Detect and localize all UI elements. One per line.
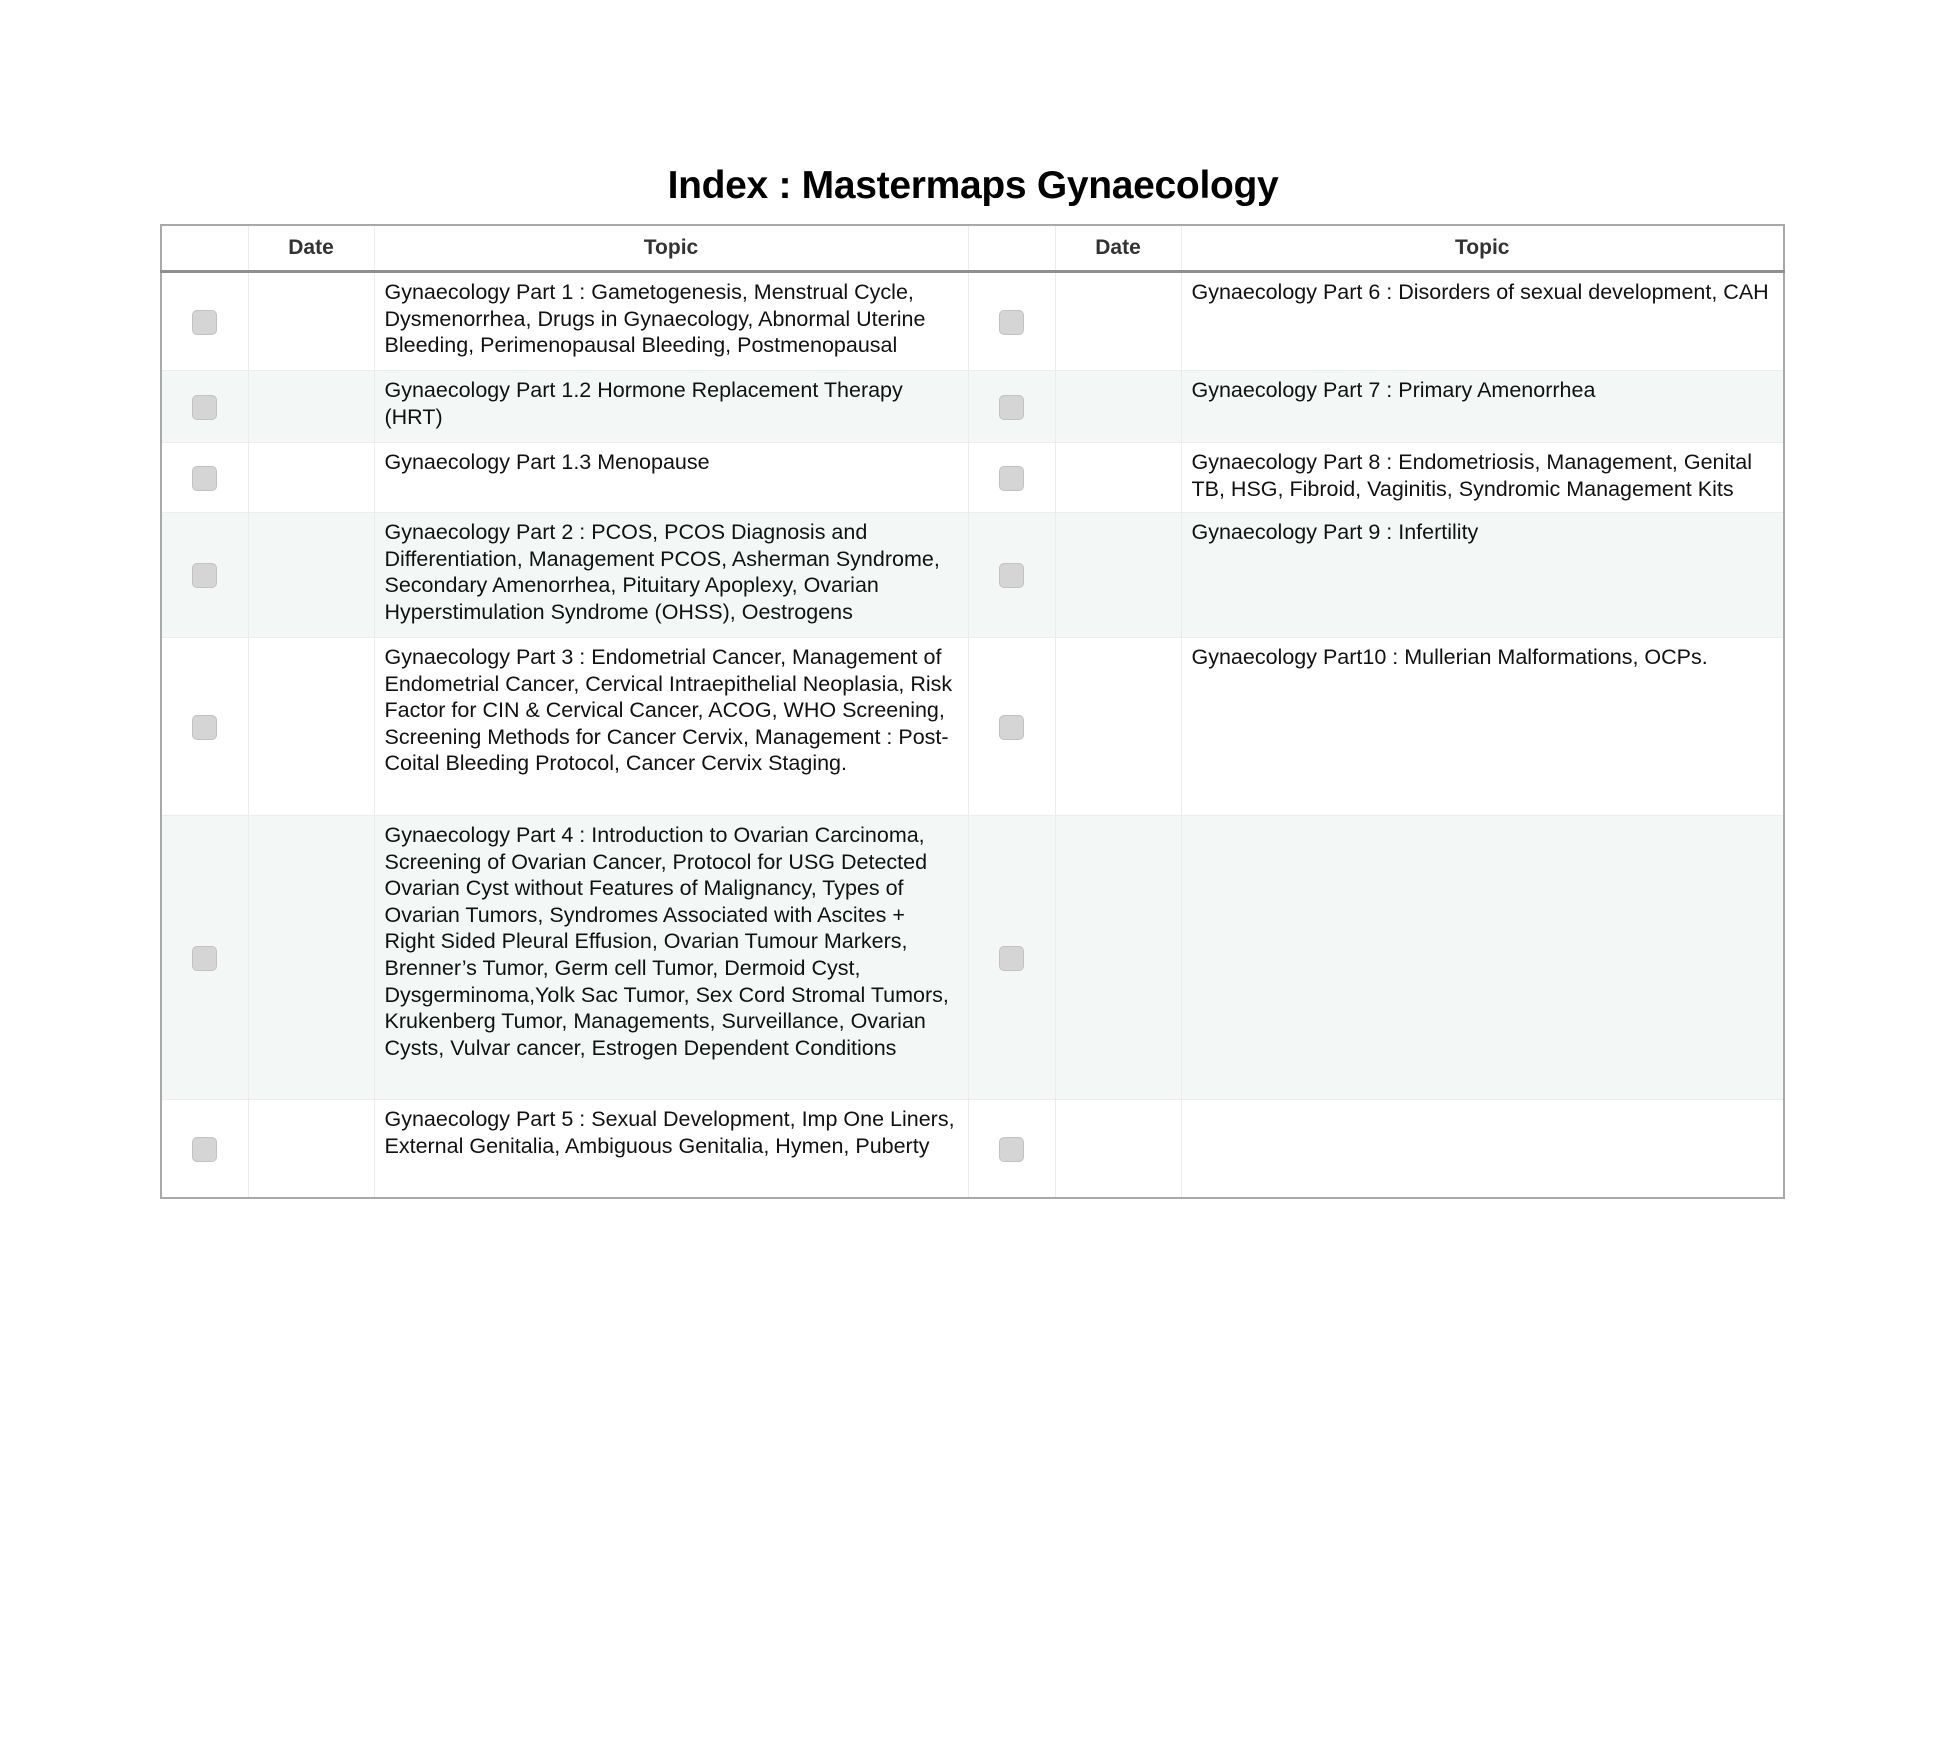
header-date-right: Date — [1055, 225, 1181, 272]
topic-cell: Gynaecology Part 4 : Introduction to Ovarian Carcinoma, Screening of Ovarian Cancer, Protocol for USG Detected Ovarian Cyst without Features of Malignancy, Types of Ovarian Tumors, Syndromes Associated with Ascites + Right Sided Pleural Effusion, Ovarian Tumour Markers, Brenner’s Tumor, Germ cell Tumor, Dermoid Cyst, Dysgerminoma,Yolk Sac Tumor, Sex Cord Stromal Tumors, Krukenberg Tumor, Managements, Surveillance, Ovarian Cysts, Vulvar cancer, Estrogen Dependent Conditions — [374, 816, 968, 1100]
date-cell[interactable] — [1055, 1100, 1181, 1198]
date-cell[interactable] — [1055, 816, 1181, 1100]
date-cell[interactable] — [248, 513, 374, 638]
header-row — [161, 225, 1784, 272]
topic-cell — [1181, 816, 1784, 1100]
table-row — [161, 371, 1784, 443]
topic-cell: Gynaecology Part 3 : Endometrial Cancer, Management of Endometrial Cancer, Cervical Intraepithelial Neoplasia, Risk Factor for CIN & Cervical Cancer, ACOG, WHO Screening, Screening Methods for Cancer Cervix, Management : Post-Coital Bleeding Protocol, Cancer Cervix Staging. — [374, 638, 968, 816]
topic-cell: Gynaecology Part 1.3 Menopause — [374, 443, 968, 513]
topic-cell: Gynaecology Part 8 : Endometriosis, Management, Genital TB, HSG, Fibroid, Vaginitis, Syndromic Management Kits — [1181, 443, 1784, 513]
topic-cell: Gynaecology Part 5 : Sexual Development, Imp One Liners, External Genitalia, Ambiguous Genitalia, Hymen, Puberty — [374, 1100, 968, 1198]
date-cell[interactable] — [248, 371, 374, 443]
index-table — [160, 224, 1785, 1199]
checkbox[interactable] — [192, 395, 217, 420]
page-title: Index : Mastermaps Gynaecology — [667, 164, 1279, 207]
checkbox[interactable] — [192, 1137, 217, 1162]
table-row — [161, 638, 1784, 816]
date-cell[interactable] — [248, 1100, 374, 1198]
checkbox[interactable] — [999, 563, 1024, 588]
topic-cell: Gynaecology Part 1.2 Hormone Replacement Therapy (HRT) — [374, 371, 968, 443]
checkbox[interactable] — [999, 395, 1024, 420]
checkbox[interactable] — [999, 946, 1024, 971]
date-cell[interactable] — [1055, 371, 1181, 443]
table-row — [161, 816, 1784, 1100]
date-cell[interactable] — [248, 816, 374, 1100]
checkbox[interactable] — [999, 310, 1024, 335]
header-topic-left: Topic — [374, 225, 968, 272]
topic-cell: Gynaecology Part 1 : Gametogenesis, Menstrual Cycle, Dysmenorrhea, Drugs in Gynaecology, Abnormal Uterine Bleeding, Perimenopausal Bleeding, Postmenopausal — [374, 272, 968, 371]
topic-cell: Gynaecology Part10 : Mullerian Malformations, OCPs. — [1181, 638, 1784, 816]
date-cell[interactable] — [248, 272, 374, 371]
table-row — [161, 1100, 1784, 1198]
checkbox[interactable] — [999, 715, 1024, 740]
header-check-right — [968, 225, 1055, 272]
date-cell[interactable] — [248, 638, 374, 816]
header-topic-right: Topic — [1181, 225, 1784, 272]
table-row — [161, 272, 1784, 371]
checkbox[interactable] — [192, 946, 217, 971]
checkbox[interactable] — [999, 466, 1024, 491]
checkbox[interactable] — [192, 563, 217, 588]
topic-cell: Gynaecology Part 2 : PCOS, PCOS Diagnosis and Differentiation, Management PCOS, Asherman Syndrome, Secondary Amenorrhea, Pituitary Apoplexy, Ovarian Hyperstimulation Syndrome (OHSS), Oestrogens — [374, 513, 968, 638]
table-row — [161, 443, 1784, 513]
table-row — [161, 513, 1784, 638]
checkbox[interactable] — [192, 715, 217, 740]
header-date-left: Date — [248, 225, 374, 272]
date-cell[interactable] — [1055, 513, 1181, 638]
checkbox[interactable] — [999, 1137, 1024, 1162]
date-cell[interactable] — [1055, 443, 1181, 513]
header-check-left — [161, 225, 248, 272]
topic-cell: Gynaecology Part 7 : Primary Amenorrhea — [1181, 371, 1784, 443]
topic-cell: Gynaecology Part 9 : Infertility — [1181, 513, 1784, 638]
date-cell[interactable] — [1055, 638, 1181, 816]
checkbox[interactable] — [192, 310, 217, 335]
checkbox[interactable] — [192, 466, 217, 491]
date-cell[interactable] — [248, 443, 374, 513]
date-cell[interactable] — [1055, 272, 1181, 371]
topic-cell — [1181, 1100, 1784, 1198]
topic-cell: Gynaecology Part 6 : Disorders of sexual development, CAH — [1181, 272, 1784, 371]
